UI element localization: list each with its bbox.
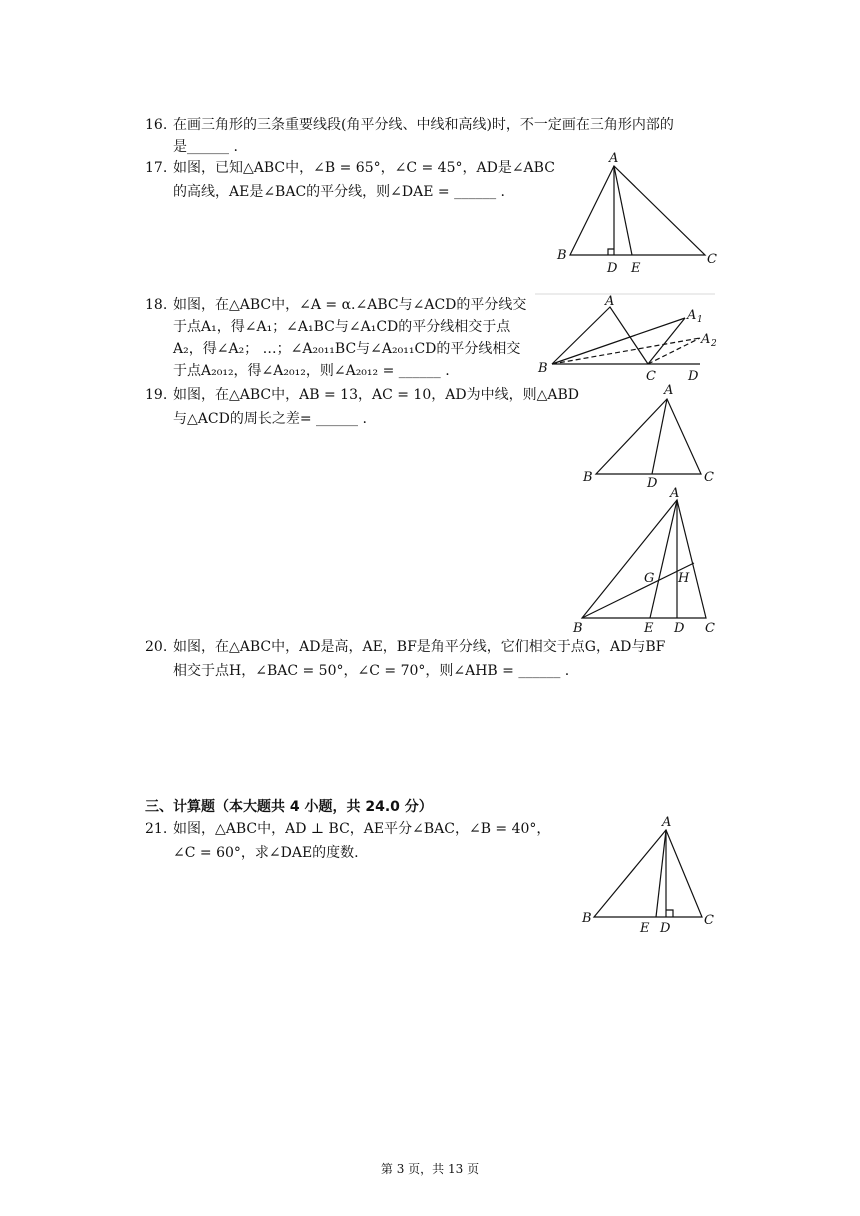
label-c: C bbox=[707, 252, 717, 267]
label-a1-subscript: 1 bbox=[697, 315, 703, 325]
label-a: A bbox=[609, 151, 619, 166]
triangle-abc bbox=[596, 399, 701, 474]
label-e: E bbox=[631, 261, 641, 276]
question-text-line: 如图，在△ABC中，AD是高，AE，BF是角平分线，它们相交于点G，AD与BF bbox=[173, 639, 666, 655]
label-c: C bbox=[646, 369, 656, 384]
label-a: A bbox=[605, 294, 615, 309]
triangle-abc bbox=[570, 166, 705, 255]
question-text-line: 于点A₂₀₁₂，得∠A₂₀₁₂，则∠A₂₀₁₂ = ______ . bbox=[173, 363, 450, 379]
label-a: A bbox=[670, 486, 680, 501]
bisector-ae bbox=[614, 166, 632, 255]
label-d: D bbox=[647, 476, 658, 491]
label-b: B bbox=[573, 621, 583, 636]
label-b: B bbox=[557, 248, 567, 263]
label-c: C bbox=[705, 621, 715, 636]
figure-17-triangle bbox=[552, 152, 722, 277]
label-a: A bbox=[662, 815, 672, 830]
section-heading: 三、计算题（本大题共 4 小题，共 24.0 分） bbox=[145, 799, 433, 815]
label-c: C bbox=[704, 470, 714, 485]
triangle-abc bbox=[594, 830, 702, 917]
page-footer: 第 3 页，共 13 页 bbox=[380, 1162, 480, 1176]
label-e: E bbox=[644, 621, 654, 636]
label-h: H bbox=[678, 571, 690, 586]
triangle-abc bbox=[582, 500, 706, 618]
label-d: D bbox=[688, 369, 699, 384]
line-b-a1 bbox=[552, 318, 685, 364]
label-a1: A bbox=[687, 308, 697, 323]
figure-21-triangle bbox=[580, 812, 720, 937]
question-number: 16. bbox=[145, 117, 168, 133]
label-g: G bbox=[644, 571, 655, 586]
label-b: B bbox=[583, 470, 593, 485]
question-text-line: 相交于点H，∠BAC = 50°，∠C = 70°，则∠AHB = ______ . bbox=[173, 663, 570, 679]
question-text-line: A₂，得∠A₂； …；∠A₂₀₁₁BC与∠A₂₀₁₁CD的平分线相交 bbox=[173, 341, 521, 357]
question-text-line: 如图，在△ABC中，AB = 13，AC = 10，AD为中线，则△ABD bbox=[173, 387, 579, 403]
question-text-line: 在画三角形的三条重要线段(角平分线、中线和高线)时，不一定画在三角形内部的 bbox=[173, 117, 674, 133]
line-c-a2 bbox=[648, 338, 700, 364]
question-text-line: 与△ACD的周长之差= ______ . bbox=[173, 411, 367, 427]
question-text-line: ∠C = 60°，求∠DAE的度数. bbox=[173, 845, 359, 861]
label-e: E bbox=[640, 921, 650, 936]
question-text-line: 如图，在△ABC中，∠A = α.∠ABC与∠ACD的平分线交 bbox=[173, 297, 527, 313]
right-angle-mark bbox=[608, 249, 614, 255]
question-text-line: 于点A₁，得∠A₁；∠A₁BC与∠A₁CD的平分线相交于点 bbox=[173, 319, 511, 335]
label-b: B bbox=[582, 911, 592, 926]
label-a2: A bbox=[701, 332, 711, 347]
question-text-line: 的高线，AE是∠BAC的平分线，则∠DAE = ______ . bbox=[173, 184, 505, 200]
question-text-line: 如图，△ABC中，AD ⊥ BC，AE平分∠BAC，∠B = 40°， bbox=[173, 821, 551, 837]
label-a2-subscript: 2 bbox=[711, 339, 717, 349]
question-number: 18. bbox=[145, 297, 168, 313]
label-b: B bbox=[538, 361, 548, 376]
label-d: D bbox=[607, 261, 618, 276]
label-d: D bbox=[660, 921, 671, 936]
label-d: D bbox=[674, 621, 685, 636]
right-angle-mark bbox=[666, 910, 673, 917]
bisector-ae bbox=[656, 830, 666, 917]
figure-20-bisectors-altitude bbox=[570, 484, 722, 636]
label-c: C bbox=[704, 913, 714, 928]
median-ad bbox=[652, 399, 667, 474]
question-text-line: 是______ . bbox=[173, 139, 238, 155]
question-number: 20. bbox=[145, 639, 168, 655]
label-a: A bbox=[664, 383, 674, 398]
question-number: 19. bbox=[145, 387, 168, 403]
question-text-line: 如图，已知△ABC中，∠B = 65°，∠C = 45°，AD是∠ABC bbox=[173, 160, 555, 176]
question-number: 17. bbox=[145, 160, 168, 176]
figure-18-bisectors bbox=[535, 292, 720, 384]
question-number: 21. bbox=[145, 821, 168, 837]
figure-19-median bbox=[580, 382, 720, 490]
